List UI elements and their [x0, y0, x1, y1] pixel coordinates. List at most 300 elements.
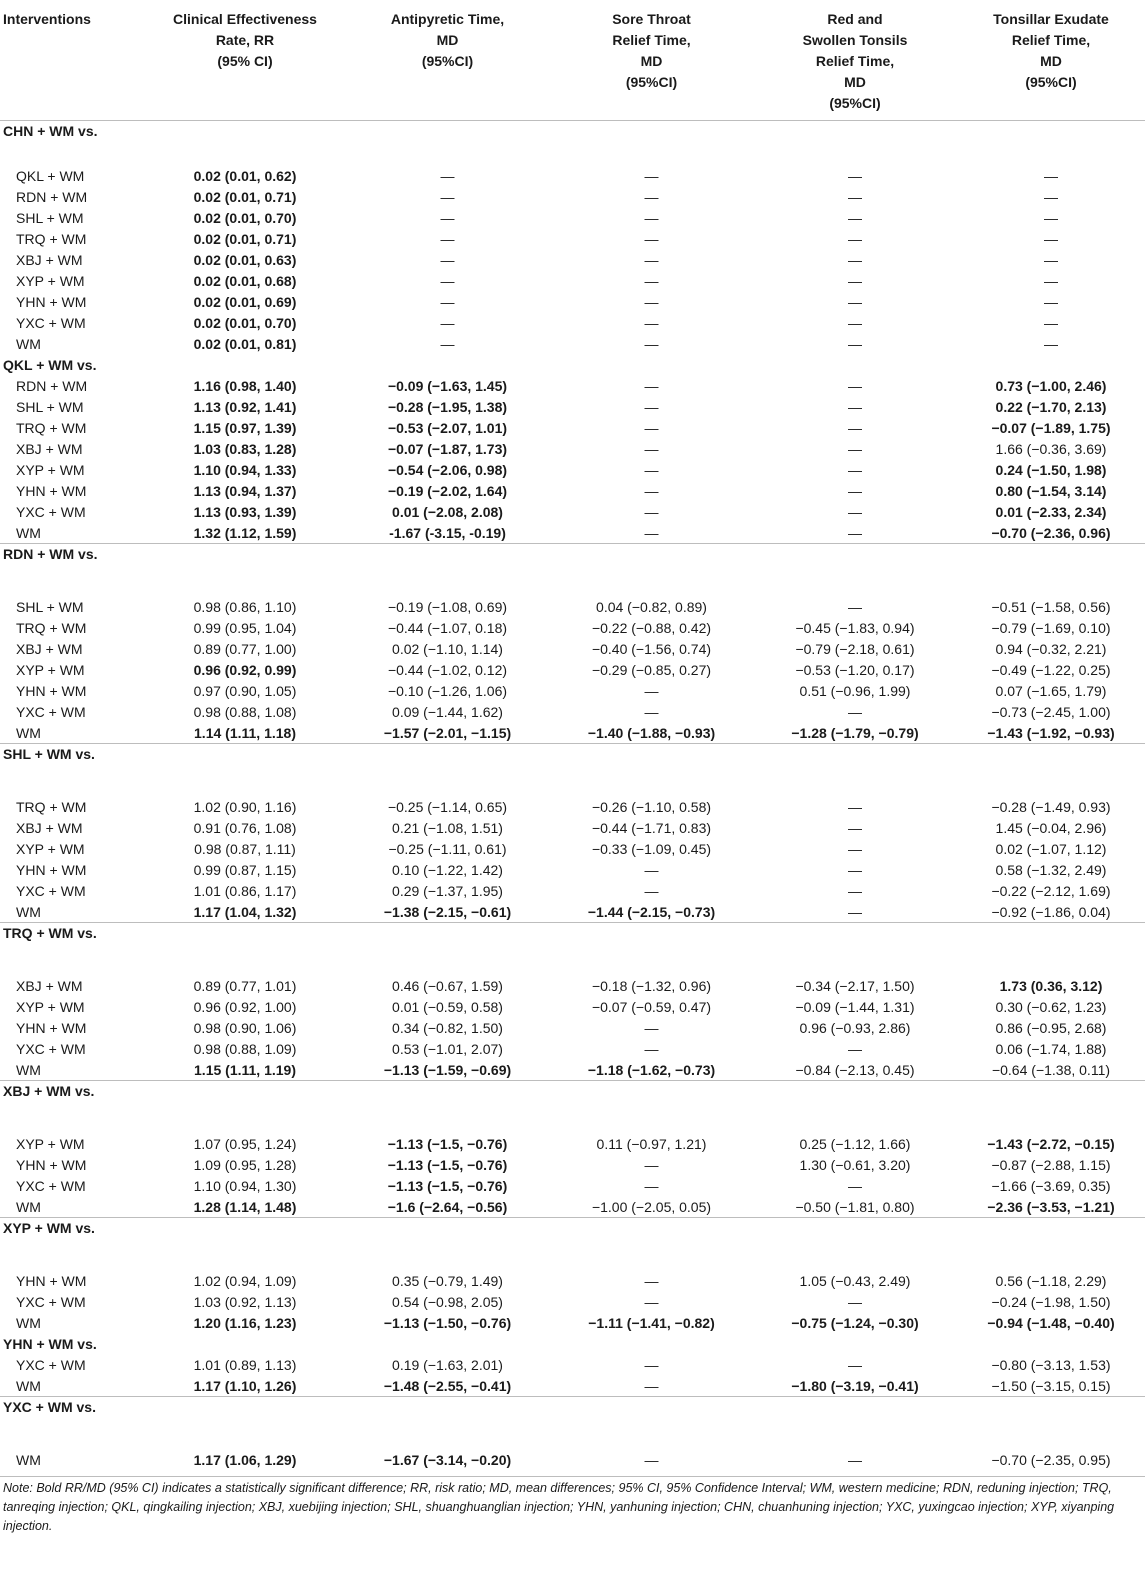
intervention-name: TRQ + WM: [16, 230, 87, 247]
confidence-interval: (−2.88, 1.15): [1030, 1156, 1111, 1173]
estimate-value: 1.10: [193, 461, 221, 478]
table-row: [0, 312, 1145, 333]
estimate-value: 0.06: [995, 1040, 1023, 1057]
estimate-value: —: [644, 272, 659, 289]
value-cell: [957, 880, 1145, 901]
section-title: SHL + WM vs.: [0, 744, 1145, 783]
estimate-value: —: [1044, 314, 1058, 331]
intervention-name: TRQ + WM: [16, 619, 87, 636]
value-cell: [550, 207, 753, 228]
estimate-value: —: [848, 398, 862, 415]
intervention-name: YHN + WM: [16, 1156, 87, 1173]
estimate-value: —: [848, 230, 862, 247]
table-row: [0, 207, 1145, 228]
intervention-name: RDN + WM: [16, 377, 88, 394]
value-cell: [145, 859, 345, 880]
value-cell: [550, 680, 753, 701]
estimate-value: −1.44: [587, 903, 624, 920]
value-cell: [345, 1449, 550, 1470]
estimate-value: 0.02: [193, 293, 221, 310]
estimate-value: —: [644, 230, 659, 247]
estimate-value: —: [848, 272, 862, 289]
value-cell: [957, 1154, 1145, 1175]
estimate-value: −0.50: [795, 1198, 831, 1215]
estimate-value: −0.64: [991, 1061, 1028, 1078]
confidence-interval: (−1.83, 0.94): [834, 619, 915, 636]
confidence-interval: (−1.08, 1.51): [423, 819, 503, 836]
confidence-interval: (−2.01, −1.15): [423, 724, 512, 741]
estimate-value: —: [848, 440, 862, 457]
intervention-name: XYP + WM: [16, 661, 85, 678]
table-row: [0, 638, 1145, 659]
estimate-value: 1.14: [194, 724, 222, 741]
confidence-interval: (−2.13, 0.45): [834, 1061, 915, 1078]
section-title: RDN + WM vs.: [0, 544, 1145, 583]
estimate-value: 0.91: [193, 819, 221, 836]
confidence-interval: (0.01, 0.70): [224, 209, 297, 226]
value-cell: [345, 617, 550, 638]
confidence-interval: (−1.58, 0.56): [1030, 598, 1111, 615]
table-note: Note: Bold RR/MD (95% CI) indicates a statistically significant difference; RR, risk ratio; MD, mean differences; 95% CI, 95% Confidence Interval; WM, western medicine; RDN, reduning injection; TRQ, tanreqing injection; QKL, qingkailing injection; XBJ, xuebijing injection; SHL, shuanghuanglian injection; YHN, yanhuning injection; CHN, chuanhuning injection; YXC, yuxingcao injection; XYP, xiyanping injection.: [0, 1476, 1145, 1536]
value-cell: [550, 1291, 753, 1312]
value-cell: [345, 1375, 550, 1397]
value-cell: [345, 480, 550, 501]
estimate-value: —: [848, 882, 862, 899]
intervention-name: XYP + WM: [16, 840, 85, 857]
estimate-value: 1.09: [193, 1156, 221, 1173]
value-cell: [145, 291, 345, 312]
table-row: [0, 501, 1145, 522]
intervention-name: YXC + WM: [16, 503, 86, 520]
spacer-row: [0, 1435, 1145, 1449]
value-cell: [957, 417, 1145, 438]
estimate-value: 0.01: [995, 503, 1023, 520]
estimate-value: 0.22: [995, 398, 1023, 415]
estimate-value: —: [848, 524, 862, 541]
value-cell: [145, 207, 345, 228]
estimate-value: 0.53: [392, 1040, 420, 1057]
table-row: [0, 438, 1145, 459]
value-cell: [145, 396, 345, 417]
estimate-value: −1.13: [387, 1156, 424, 1173]
value-cell: [957, 1312, 1145, 1333]
confidence-interval: (0.89, 1.13): [224, 1356, 297, 1373]
estimate-value: —: [1044, 188, 1058, 205]
estimate-value: —: [440, 314, 455, 331]
estimate-value: −0.79: [991, 619, 1027, 636]
value-cell: [550, 375, 753, 396]
header-clinical-effectiveness: Clinical Effectiveness Rate, RR (95% CI): [145, 0, 345, 121]
confidence-interval: (−2.33, 2.34): [1026, 503, 1107, 520]
confidence-interval: (0.86, 1.10): [224, 598, 297, 615]
estimate-value: −1.40: [587, 724, 624, 741]
value-cell: [145, 459, 345, 480]
confidence-interval: (−1.20, 0.17): [834, 661, 915, 678]
confidence-interval: (0.92, 1.00): [224, 998, 297, 1015]
table-row: [0, 1133, 1145, 1154]
value-cell: [145, 522, 345, 544]
estimate-value: −0.79: [795, 640, 831, 657]
estimate-value: 1.15: [193, 419, 221, 436]
confidence-interval: (−1.22, 0.25): [1030, 661, 1111, 678]
table-row: [0, 375, 1145, 396]
estimate-value: 1.17: [193, 1451, 221, 1468]
value-cell: [550, 312, 753, 333]
value-cell: [345, 975, 550, 996]
intervention-name: SHL + WM: [16, 398, 84, 415]
confidence-interval: (0.01, 0.71): [224, 230, 297, 247]
estimate-value: —: [848, 419, 862, 436]
value-cell: [753, 207, 957, 228]
value-cell: [753, 522, 957, 544]
value-cell: [345, 417, 550, 438]
confidence-interval: (0.86, 1.17): [224, 882, 297, 899]
value-cell: [145, 596, 345, 617]
table-row: [0, 270, 1145, 291]
estimate-value: —: [440, 293, 455, 310]
value-cell: [145, 996, 345, 1017]
value-cell: [753, 996, 957, 1017]
value-cell: [753, 880, 957, 901]
value-cell: [345, 817, 550, 838]
estimate-value: —: [440, 188, 455, 205]
estimate-value: 0.99: [193, 619, 221, 636]
confidence-interval: (−1.26, 1.06): [427, 682, 508, 699]
value-cell: [345, 722, 550, 744]
value-cell: [345, 396, 550, 417]
confidence-interval: (0.90, 1.05): [224, 682, 297, 699]
estimate-value: −1.11: [588, 1314, 623, 1331]
value-cell: [145, 417, 345, 438]
estimate-value: —: [644, 1451, 659, 1468]
value-cell: [345, 1133, 550, 1154]
section-header-row: [0, 923, 1145, 962]
value-cell: [550, 1312, 753, 1333]
value-cell: [753, 859, 957, 880]
value-cell: [550, 333, 753, 354]
confidence-interval: (−1.89, 1.75): [1030, 419, 1111, 436]
confidence-interval: (0.01, 0.68): [224, 272, 297, 289]
intervention-name: XYP + WM: [16, 1135, 85, 1152]
intervention-name: XBJ + WM: [16, 251, 83, 268]
estimate-value: —: [644, 1293, 659, 1310]
value-cell: [145, 375, 345, 396]
value-cell: [145, 186, 345, 207]
value-cell: [345, 880, 550, 901]
value-cell: [957, 1270, 1145, 1291]
value-cell: [550, 165, 753, 186]
estimate-value: —: [644, 293, 659, 310]
confidence-interval: (−1.71, 0.83): [631, 819, 712, 836]
confidence-interval: (−2.07, 1.01): [427, 419, 508, 436]
value-cell: [345, 1017, 550, 1038]
value-cell: [145, 1175, 345, 1196]
estimate-value: −1.48: [383, 1377, 420, 1394]
estimate-value: 1.01: [193, 1356, 221, 1373]
confidence-interval: (−0.67, 1.59): [423, 977, 503, 994]
value-cell: [550, 249, 753, 270]
estimate-value: 0.02: [193, 335, 221, 352]
estimate-value: —: [848, 314, 862, 331]
value-cell: [753, 480, 957, 501]
section-header-row: [0, 544, 1145, 583]
estimate-value: −0.24: [991, 1293, 1027, 1310]
confidence-interval: (0.95, 1.24): [224, 1135, 297, 1152]
table-row: [0, 596, 1145, 617]
confidence-interval: (−1.74, 1.88): [1026, 1040, 1107, 1057]
intervention-name: YXC + WM: [16, 882, 86, 899]
table-row: [0, 838, 1145, 859]
header-antipyretic-time: Antipyretic Time, MD (95%CI): [345, 0, 550, 121]
value-cell: [345, 438, 550, 459]
estimate-value: −0.07: [387, 440, 424, 457]
confidence-interval: (−2.02, 1.64): [427, 482, 508, 499]
section-title: YXC + WM vs.: [0, 1397, 1145, 1436]
estimate-value: —: [848, 1177, 862, 1194]
value-cell: [753, 817, 957, 838]
intervention-name: WM: [16, 1451, 41, 1468]
confidence-interval: (−2.35, 0.95): [1030, 1451, 1111, 1468]
estimate-value: 0.96: [193, 998, 221, 1015]
table-row: [0, 186, 1145, 207]
section-header-row: [0, 354, 1145, 375]
value-cell: [145, 1017, 345, 1038]
value-cell: [957, 901, 1145, 923]
estimate-value: —: [644, 524, 659, 541]
value-cell: [550, 1375, 753, 1397]
confidence-interval: (0.94, 1.37): [224, 482, 297, 499]
intervention-name: WM: [16, 335, 41, 352]
value-cell: [550, 1017, 753, 1038]
value-cell: [145, 1154, 345, 1175]
confidence-interval: (−0.36, 3.69): [1026, 440, 1107, 457]
table-row: [0, 796, 1145, 817]
confidence-interval: (−1.65, 1.79): [1026, 682, 1107, 699]
estimate-value: —: [1044, 293, 1058, 310]
value-cell: [145, 838, 345, 859]
value-cell: [957, 996, 1145, 1017]
table-row: [0, 1312, 1145, 1333]
estimate-value: 0.11: [596, 1135, 623, 1152]
estimate-value: −0.07: [991, 419, 1027, 436]
estimate-value: −0.73: [991, 703, 1027, 720]
confidence-interval: (−0.82, 1.50): [423, 1019, 503, 1036]
table-row: [0, 1175, 1145, 1196]
estimate-value: 1.45: [995, 819, 1023, 836]
estimate-value: −1.13: [383, 1314, 420, 1331]
estimate-value: −0.44: [387, 619, 424, 636]
confidence-interval: (−1.32, 2.49): [1026, 861, 1107, 878]
confidence-interval: (−1.32, 0.96): [631, 977, 712, 994]
estimate-value: −2.36: [987, 1198, 1023, 1215]
value-cell: [145, 1133, 345, 1154]
confidence-interval: (1.04, 1.32): [224, 903, 297, 920]
estimate-value: —: [848, 840, 862, 857]
estimate-value: −0.53: [387, 419, 424, 436]
value-cell: [145, 701, 345, 722]
value-cell: [345, 1175, 550, 1196]
value-cell: [957, 1196, 1145, 1218]
table-row: [0, 333, 1145, 354]
intervention-name: YXC + WM: [16, 703, 86, 720]
table-row: [0, 480, 1145, 501]
value-cell: [145, 501, 345, 522]
value-cell: [345, 901, 550, 923]
table-row: [0, 417, 1145, 438]
value-cell: [145, 638, 345, 659]
estimate-value: 0.54: [392, 1293, 420, 1310]
intervention-name: XYP + WM: [16, 998, 85, 1015]
table-row: [0, 1154, 1145, 1175]
estimate-value: 1.17: [193, 1377, 221, 1394]
value-cell: [957, 1375, 1145, 1397]
confidence-interval: (−0.59, 0.47): [631, 998, 712, 1015]
confidence-interval: (−1.50, 1.98): [1026, 461, 1107, 478]
value-cell: [957, 207, 1145, 228]
estimate-value: −0.19: [387, 598, 424, 615]
estimate-value: —: [848, 188, 862, 205]
intervention-name: XBJ + WM: [16, 640, 83, 657]
value-cell: [145, 1375, 345, 1397]
estimate-value: —: [1044, 251, 1058, 268]
value-cell: [550, 859, 753, 880]
confidence-interval: (0.01, 0.70): [224, 314, 297, 331]
intervention-name: XYP + WM: [16, 272, 85, 289]
intervention-name: XBJ + WM: [16, 440, 83, 457]
estimate-value: —: [644, 188, 659, 205]
value-cell: [550, 796, 753, 817]
value-cell: [753, 249, 957, 270]
estimate-value: −0.19: [387, 482, 424, 499]
confidence-interval: (−3.69, 0.35): [1030, 1177, 1111, 1194]
value-cell: [753, 1133, 957, 1154]
confidence-interval: (0.87, 1.15): [224, 861, 297, 878]
estimate-value: —: [644, 377, 659, 394]
confidence-interval: (−0.82, 0.89): [627, 598, 707, 615]
value-cell: [957, 396, 1145, 417]
table-row: [0, 1017, 1145, 1038]
value-cell: [957, 638, 1145, 659]
table-body: [0, 121, 1145, 1471]
estimate-value: −0.18: [591, 977, 628, 994]
intervention-name: YXC + WM: [16, 1356, 86, 1373]
estimate-value: −0.28: [991, 798, 1027, 815]
value-cell: [345, 1270, 550, 1291]
estimate-value: 0.02: [193, 251, 221, 268]
value-cell: [345, 1291, 550, 1312]
value-cell: [550, 838, 753, 859]
estimate-value: −0.22: [591, 619, 628, 636]
confidence-interval: (−1.10, 1.14): [423, 640, 503, 657]
intervention-name: XBJ + WM: [16, 977, 83, 994]
intervention-name: WM: [16, 724, 41, 741]
value-cell: [145, 1059, 345, 1081]
value-cell: [957, 270, 1145, 291]
estimate-value: —: [644, 419, 659, 436]
estimate-value: −0.09: [795, 998, 831, 1015]
estimate-value: —: [644, 314, 659, 331]
confidence-interval: (−1.02, 0.12): [427, 661, 508, 678]
estimate-value: 0.02: [193, 209, 221, 226]
value-cell: [345, 291, 550, 312]
estimate-value: 0.51: [799, 682, 827, 699]
value-cell: [345, 207, 550, 228]
estimate-value: −0.25: [388, 840, 424, 857]
value-cell: [753, 312, 957, 333]
value-cell: [145, 1291, 345, 1312]
value-cell: [550, 975, 753, 996]
confidence-interval: (0.88, 1.09): [224, 1040, 297, 1057]
value-cell: [550, 1175, 753, 1196]
estimate-value: −0.26: [591, 798, 628, 815]
confidence-interval: (−0.62, 1.23): [1026, 998, 1107, 1015]
estimate-value: 0.02: [392, 640, 420, 657]
value-cell: [957, 480, 1145, 501]
value-cell: [957, 438, 1145, 459]
confidence-interval: (−1.56, 0.74): [631, 640, 712, 657]
value-cell: [345, 270, 550, 291]
value-cell: [957, 859, 1145, 880]
value-cell: [345, 659, 550, 680]
confidence-interval: (−1.09, 0.45): [631, 840, 712, 857]
value-cell: [345, 165, 550, 186]
estimate-value: 1.32: [193, 524, 221, 541]
confidence-interval: (−2.17, 1.50): [834, 977, 915, 994]
estimate-value: −1.43: [987, 724, 1023, 741]
section-header-row: [0, 1397, 1145, 1436]
spacer-row: [0, 1256, 1145, 1270]
value-cell: [753, 228, 957, 249]
value-cell: [550, 396, 753, 417]
confidence-interval: (0.88, 1.08): [224, 703, 297, 720]
table-row: [0, 396, 1145, 417]
estimate-value: 0.58: [995, 861, 1023, 878]
confidence-interval: (−1.88, −0.93): [627, 724, 716, 741]
table-row: [0, 1059, 1145, 1081]
confidence-interval: (−1.37, 1.95): [423, 882, 503, 899]
value-cell: [345, 838, 550, 859]
value-cell: [957, 186, 1145, 207]
header-interventions: Interventions: [0, 0, 145, 121]
value-cell: [753, 165, 957, 186]
value-cell: [753, 838, 957, 859]
confidence-interval: (−2.12, 1.69): [1030, 882, 1111, 899]
confidence-interval: (0.92, 1.13): [224, 1293, 297, 1310]
intervention-name: YHN + WM: [16, 682, 87, 699]
intervention-name: WM: [16, 903, 41, 920]
confidence-interval: (−2.64, −0.56): [419, 1198, 508, 1215]
value-cell: [145, 722, 345, 744]
intervention-name: YHN + WM: [16, 482, 87, 499]
confidence-interval: (1.11, 1.18): [225, 724, 296, 741]
section-title: XYP + WM vs.: [0, 1218, 1145, 1257]
value-cell: [957, 975, 1145, 996]
estimate-value: —: [848, 1356, 862, 1373]
confidence-interval: (−1.87, 1.73): [427, 440, 508, 457]
confidence-interval: (−1.11, 0.61): [427, 840, 507, 857]
confidence-interval: (−1.79, −0.79): [830, 724, 919, 741]
value-cell: [957, 1449, 1145, 1470]
confidence-interval: (−1.00, 2.46): [1026, 377, 1107, 394]
table-row: [0, 817, 1145, 838]
confidence-interval: (−3.14, −0.20): [423, 1451, 512, 1468]
value-cell: [753, 1038, 957, 1059]
confidence-interval: (0.77, 1.00): [224, 640, 297, 657]
confidence-interval: (−1.54, 3.14): [1026, 482, 1107, 499]
estimate-value: —: [1044, 335, 1058, 352]
intervention-name: QKL + WM: [16, 167, 85, 184]
value-cell: [957, 817, 1145, 838]
